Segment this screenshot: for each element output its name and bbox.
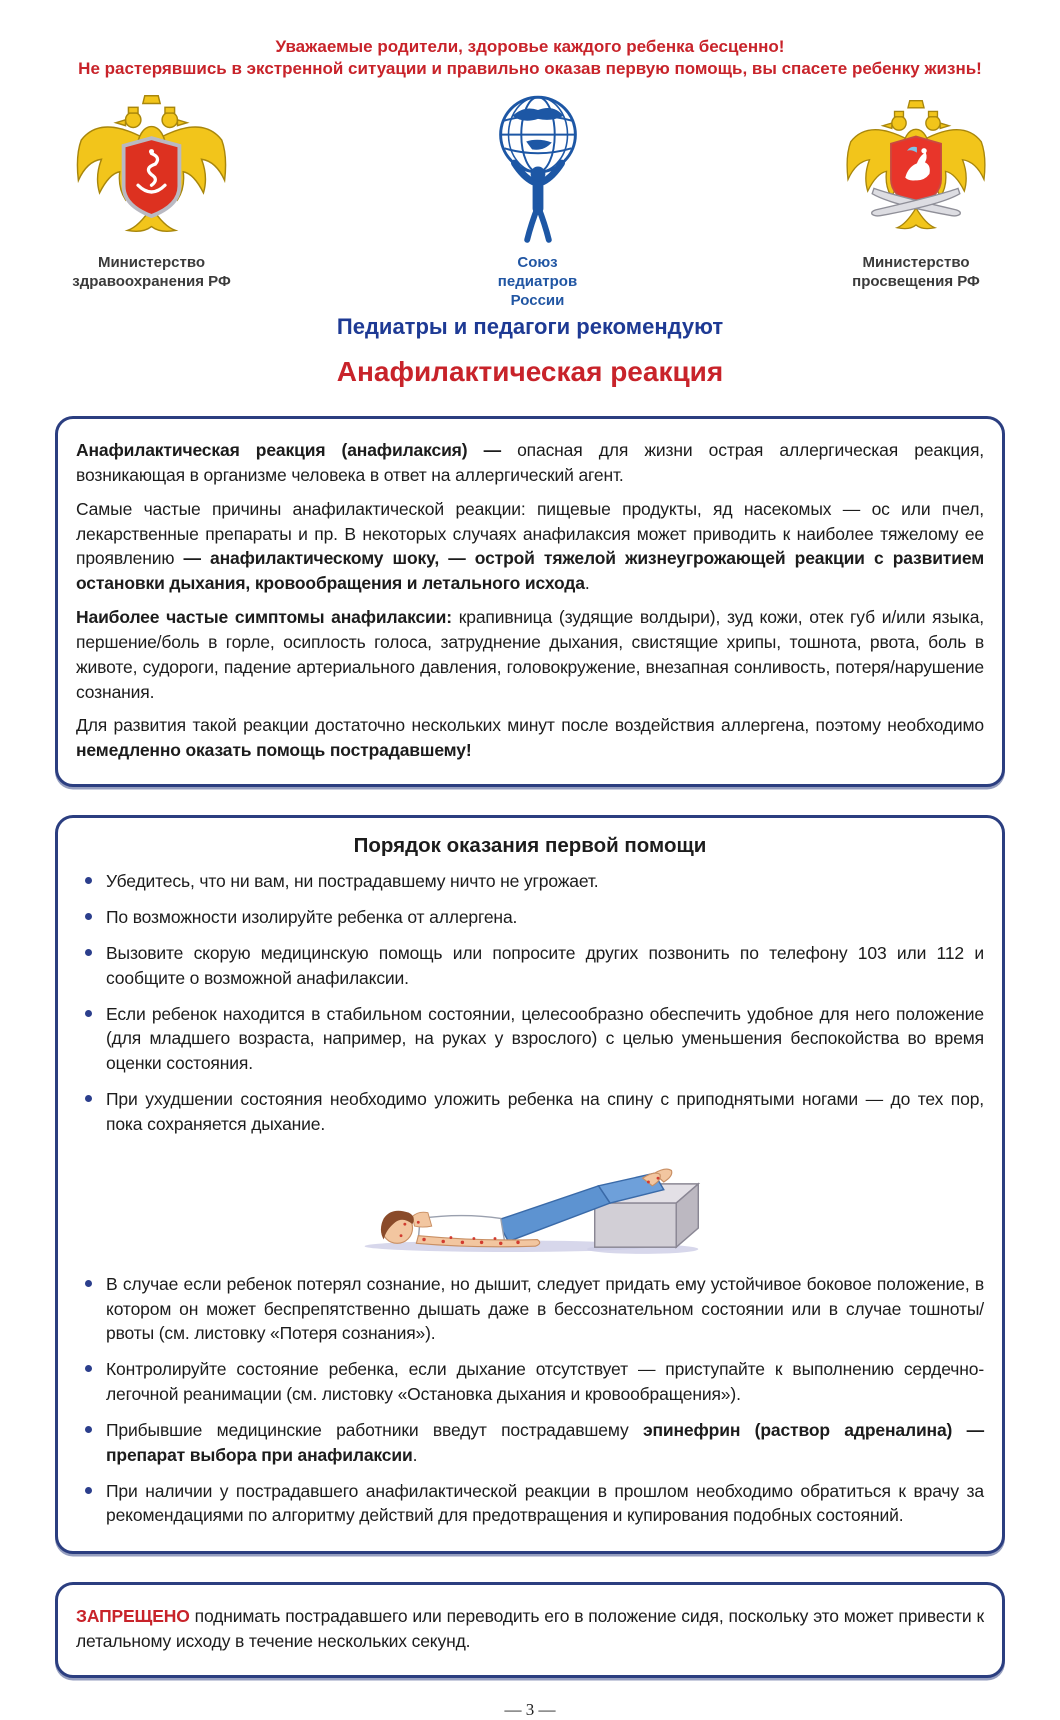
logos-row bbox=[55, 90, 1005, 310]
definition-paragraph-1: Анафилактическая реакция (анафилаксия) — опасная для жизни острая аллергическая реакция, возникающая в организме человека в ответ на аллергический агент. bbox=[76, 440, 984, 485]
aid-step: Контролируйте состояние ребенка, если дыхание отсутствует — приступайте к выполнению сердечно-легочной реанимации (см. листовку «Остановка дыхания и кровообращения»). bbox=[76, 1357, 984, 1407]
definition-paragraph-4: Для развития такой реакции достаточно нескольких минут после воздействия аллергена, поэтому необходимо немедленно оказать помощь пострадавшему! bbox=[76, 715, 984, 761]
double-eagle-education-icon bbox=[831, 90, 1001, 247]
ministry-of-health-logo bbox=[59, 90, 244, 291]
snake-bowl-shield-icon bbox=[124, 138, 180, 216]
header-note-line1: Уважаемые родители, здоровье каждого ребенка бесценно! bbox=[275, 37, 785, 56]
first-aid-steps-bottom bbox=[76, 1272, 984, 1529]
forbidden-text: ЗАПРЕЩЕНО поднимать пострадавшего или переводить его в положение сидя, поскольку это может привести к летальному исходу в течение нескольких секунд. bbox=[76, 1606, 984, 1652]
aid-step: Прибывшие медицинские работники введут пострадавшему эпинефрин (раствор адреналина) — препарат выбора при анафилаксии. bbox=[76, 1418, 984, 1468]
page-title: Анафилактическая реакция bbox=[336, 356, 724, 387]
definition-paragraph-2: Самые частые причины анафилактической реакции: пищевые продукты, яд насекомых — ос или пчел, лекарственные препараты и пр. В некоторых случаях анафилаксия может приводить к наиболее тяжелому ее проявлению — анафилактическому шоку, — острой тяжелой жизнеугрожающей реакции с развитием остановки дыхания, кровообращения и летального исхода. bbox=[76, 498, 984, 594]
header-note bbox=[55, 36, 1005, 80]
pediatric-union-logo bbox=[479, 90, 597, 310]
ministry-of-health-caption: Министерство здравоохранения РФ bbox=[72, 254, 231, 290]
globe-figure-icon bbox=[479, 90, 597, 253]
recommend-subtitle: Педиатры и педагоги рекомендуют bbox=[336, 314, 724, 339]
first-aid-panel bbox=[55, 815, 1005, 1554]
ministry-of-education-logo bbox=[831, 90, 1001, 291]
aid-step: Убедитесь, что ни вам, ни пострадавшему ничто не угрожает. bbox=[76, 869, 984, 894]
aid-step: При наличии у пострадавшего анафилактической реакции в прошлом необходимо обратиться к врачу за рекомендациями по алгоритму действий для предотвращения и купирования подобных состояний. bbox=[76, 1479, 984, 1529]
definition-panel bbox=[55, 416, 1005, 787]
aid-step: В случае если ребенок потерял сознание, но дышит, следует придать ему устойчивое боковое положение, в котором он может беспрепятственно дышать даже в бессознательном состоянии или в случае тошноты/рвоты (см. листовку «Потеря сознания»). bbox=[76, 1272, 984, 1347]
double-eagle-medical-icon bbox=[59, 90, 244, 247]
aid-step: По возможности изолируйте ребенка от аллергена. bbox=[76, 905, 984, 930]
pediatric-union-caption: Союз педиатров России bbox=[497, 254, 578, 309]
aid-step: При ухудшении состояния необходимо уложить ребенка на спину с приподнятыми ногами — до тех пор, пока сохраняется дыхание. bbox=[76, 1087, 984, 1137]
lying-child-icon bbox=[355, 1242, 705, 1259]
definition-paragraph-3: Наиболее частые симптомы анафилаксии: крапивница (зудящие волдыри), зуд кожи, отек губ и/или языка, першение/боль в горле, осиплость голоса, затруднение дыхания, свистящие хрипы, тошнота, рвота, боль в животе, судороги, падение артериального давления, головокружение, внезапная сонливость, потеря/нарушение сознания. bbox=[76, 607, 984, 702]
aid-step: Если ребенок находится в стабильном состоянии, целесообразно обеспечить удобное для него положение (для младшего возраста, например, на руках у взрослого) с целью уменьшения беспокойства во время оценки состояния. bbox=[76, 1002, 984, 1077]
first-aid-steps-top bbox=[76, 869, 984, 1137]
aid-step: Вызовите скорую медицинскую помощь или попросите других позвонить по телефону 103 или 112 и сообщите о возможной анафилаксии. bbox=[76, 941, 984, 991]
recovery-position-illustration bbox=[76, 1155, 984, 1260]
header-note-line2: Не растерявшись в экстренной ситуации и правильно оказав первую помощь, вы спасете ребенку жизнь! bbox=[78, 59, 982, 78]
page-number: — 3 — bbox=[504, 1700, 556, 1719]
first-aid-title: Порядок оказания первой помощи bbox=[353, 834, 707, 858]
ministry-of-education-caption: Министерство просвещения РФ bbox=[852, 254, 980, 290]
forbidden-panel bbox=[55, 1582, 1005, 1678]
